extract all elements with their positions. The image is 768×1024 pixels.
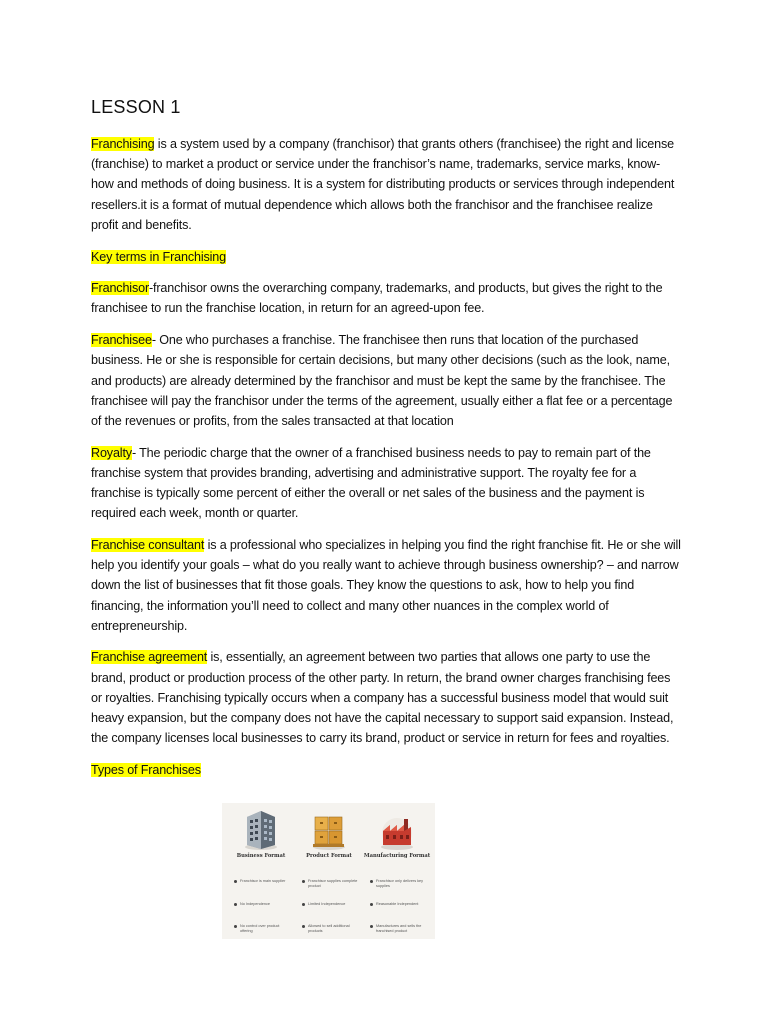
- term-consultant: Franchise consultant: [91, 537, 205, 552]
- term-royalty: Royalty: [91, 445, 132, 460]
- key-terms-heading-text: Key terms in Franchising: [91, 249, 226, 264]
- figure-column-title: Business Format: [236, 853, 286, 859]
- building-icon: [242, 807, 280, 851]
- lesson-title: LESSON 1: [91, 97, 181, 117]
- term-franchising: Franchising: [91, 137, 155, 151]
- paragraph-consultant: [91, 535, 681, 636]
- figure-column-business-format: Business Format Franchisor is main supplier No Independence No control over product offering: [226, 803, 296, 939]
- term-agreement: Franchise agreement: [91, 650, 208, 665]
- definition-agreement: is, essentially, an agreement between two parties that allows one party to use the brand, product or production process of the other party. In return, the brand owner charges franchising fees or royalties. Franchising typically occurs when a company has a successful business model that would suit heavy expansion, but the company does not have the capital necessary to support said expansion. Instead, the company licenses local businesses to carry its brand, product or service in return for fees and royalties.: [91, 650, 674, 746]
- factory-icon: [378, 807, 416, 851]
- definition-consultant: is a professional who specializes in helping you find the right franchise fit. He or she will help you identify your goals – what do you really want to achieve through business ownership? – and narrow down the list of businesses that fit those goals. They know the questions to ask, how to help you find financing, the information you’ll need to collect and many other nuances in the complex world of entrepreneurship.: [91, 537, 681, 633]
- definition-franchising: is a system used by a company (franchisor) that grants others (franchisee) the right and license (franchise) to market a product or service under the franchisor’s name, trademarks, service marks, know-how and methods of doing business. It is a system for distributing products or services through independent resellers.it is a format of mutual dependence which allows both the franchisor and the franchisee realize profit and benefits.: [91, 137, 675, 232]
- types-of-franchises-figure: [222, 803, 435, 939]
- paragraph-royalty: [91, 443, 681, 524]
- term-franchisor: Franchisor: [91, 281, 149, 296]
- key-terms-heading: [91, 247, 681, 267]
- paragraph-agreement: [91, 647, 681, 748]
- figure-column-manufacturing-format: Manufacturing Format Franchisor only delivers key supplies Reasonable Independent Manufactures and sells the franchised product: [362, 803, 432, 939]
- figure-column-title: Manufacturing Format: [363, 853, 431, 859]
- types-heading-text: Types of Franchises: [91, 762, 201, 777]
- paragraph-franchisor: [91, 278, 681, 318]
- paragraph-franchisee: [91, 330, 681, 431]
- paragraph-franchising: [91, 134, 681, 235]
- figure-column-title: Product Format: [306, 853, 352, 859]
- boxes-icon: [310, 807, 348, 851]
- definition-franchisor: -franchisor owns the overarching company, trademarks, and products, but gives the right to the franchisee to run the franchise location, in return for an agreed-upon fee.: [91, 281, 663, 316]
- term-franchisee: Franchisee: [91, 333, 152, 348]
- types-heading: [91, 760, 681, 780]
- definition-royalty: - The periodic charge that the owner of a franchised business needs to pay to remain part of the franchise system that provides branding, advertising and administrative support. The royalty fee for a franchise is typically some percent of either the overall or net sales of the business and the payment is required each week, month or quarter.: [91, 445, 651, 521]
- document-body: [91, 96, 681, 792]
- definition-franchisee: - One who purchases a franchise. The franchisee then runs that location of the purchased business. He or she is responsible for certain decisions, but many other decisions (such as the look, name, and products) are already determined by the franchisor and must be kept the same by the franchisee. The franchisee will pay the franchisor under the terms of the agreement, usually either a flat fee or a percentage of the revenues or profits, from the sales transacted at that location: [91, 333, 673, 428]
- figure-column-product-format: Product Format Franchisor supplies complete product Limited Independence Allowed to sell additional products: [294, 803, 364, 939]
